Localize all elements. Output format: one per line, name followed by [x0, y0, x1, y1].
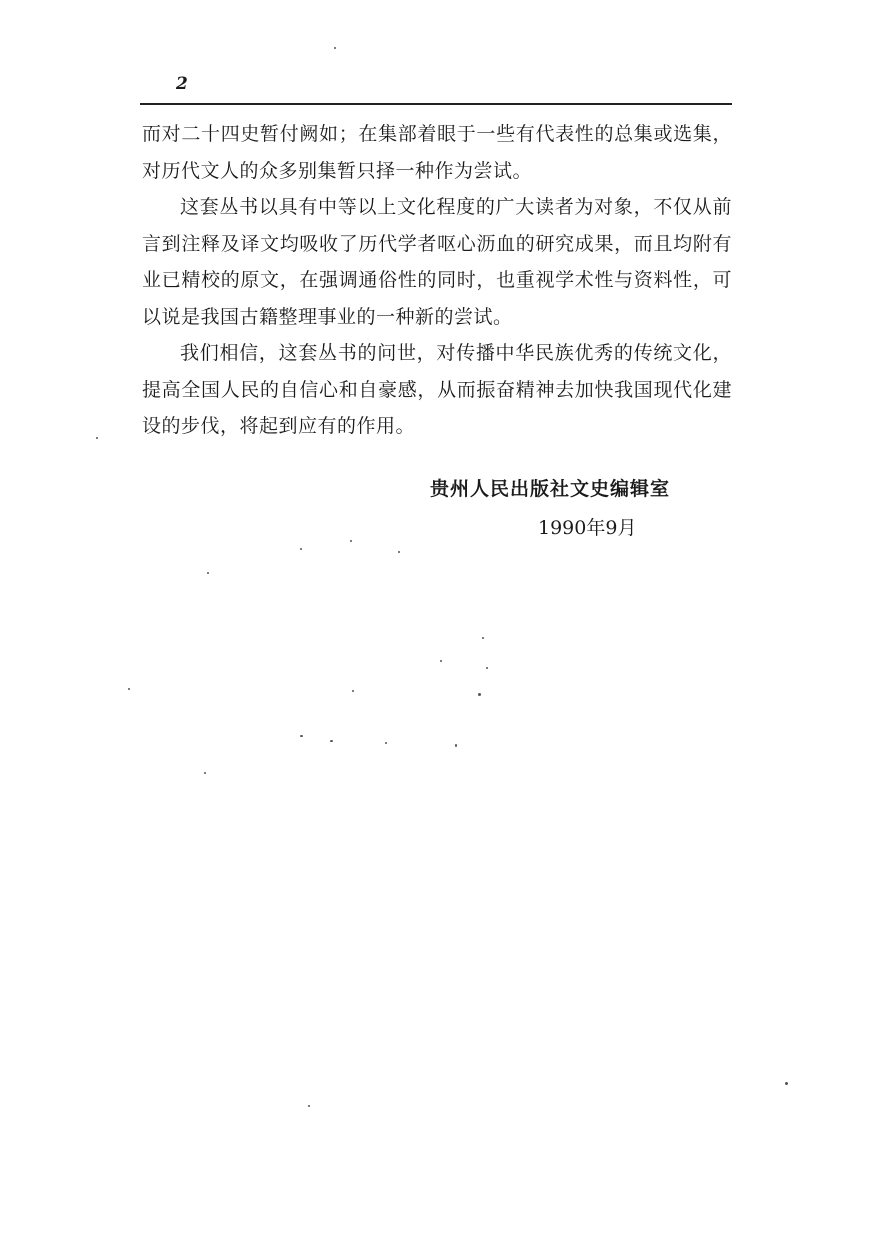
scan-speck [482, 637, 484, 639]
scan-speck [334, 47, 336, 49]
scan-speck [300, 735, 303, 737]
scan-speck [300, 548, 302, 550]
scan-speck [128, 688, 130, 690]
scan-speck [478, 693, 481, 696]
page-number: 2 [176, 74, 188, 94]
scan-speck [486, 667, 488, 669]
scan-speck [440, 660, 442, 662]
signature-date: 1990年9月 [538, 517, 637, 539]
scan-speck [398, 551, 400, 553]
scan-speck [308, 1105, 310, 1107]
header-rule [140, 103, 732, 105]
scan-speck [385, 742, 387, 744]
scan-speck [785, 1082, 788, 1085]
scan-speck [330, 740, 333, 742]
scan-speck [455, 744, 457, 747]
publisher-signature: 贵州人民出版社文史编辑室 [430, 478, 671, 500]
scan-speck [96, 437, 98, 439]
body-text [142, 116, 732, 445]
scan-speck [350, 540, 352, 542]
scan-speck [207, 572, 209, 574]
paragraph-continuation: 而对二十四史暂付阙如；在集部着眼于一些有代表性的总集或选集，对历代文人的众多别集暂只择一种作为尝试。 [142, 123, 732, 182]
scan-speck [352, 690, 354, 692]
paragraph-readership: 这套丛书以具有中等以上文化程度的广大读者为对象，不仅从前言到注释及译文均吸收了历代学者呕心沥血的研究成果，而且均附有业已精校的原文，在强调通俗性的同时，也重视学术性与资料性，可以说是我国古籍整理事业的一种新的尝试。 [142, 196, 732, 328]
scan-speck [204, 772, 206, 774]
paragraph-closing: 我们相信，这套丛书的问世，对传播中华民族优秀的传统文化，提高全国人民的自信心和自豪感，从而振奋精神去加快我国现代化建设的步伐，将起到应有的作用。 [142, 342, 732, 437]
